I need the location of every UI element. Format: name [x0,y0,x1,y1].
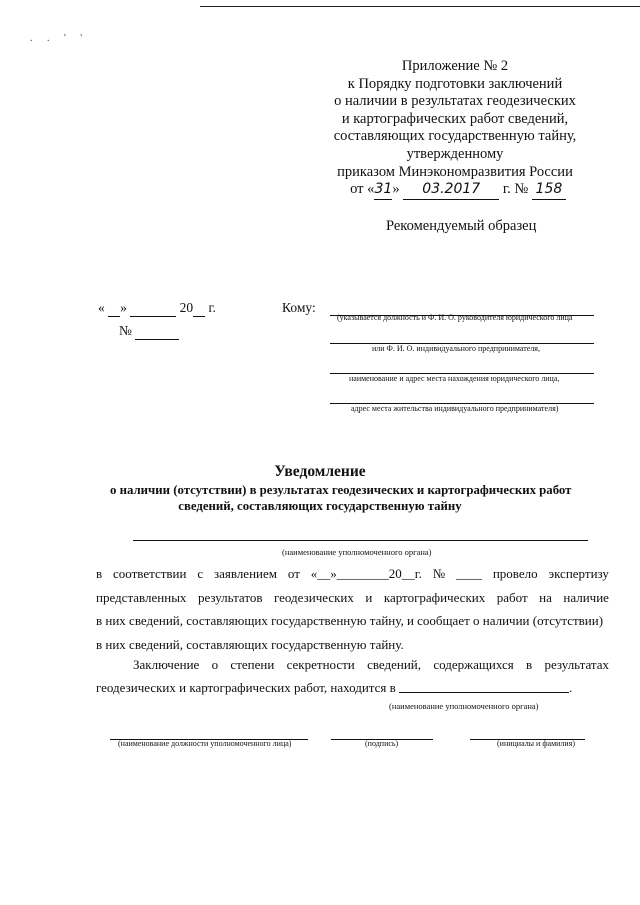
form-number [119,323,179,340]
word: степени [230,657,275,672]
word: экспертизу [548,566,609,581]
form-date [98,300,216,317]
word: провело [492,566,538,581]
quote-close: » [120,300,127,315]
subtitle-line: о наличии (отсутствии) в результатах геодезических и картографических работ [110,483,572,497]
appendix-date-line [331,181,585,200]
location-blank [399,676,569,693]
paragraph-row [96,676,609,700]
notice-subtitle [110,482,572,514]
organ-line [133,540,588,541]
recipient-caption: адрес места жительства индивидуального предпринимателя) [351,404,559,413]
quote-open: « [98,300,105,315]
text: геодезических и картографических работ, находится в [96,680,396,695]
year-suffix: г. [208,300,216,315]
paragraph-row [96,586,609,610]
scan-specks: . . ' ' [30,33,89,44]
organ-caption: (наименование уполномоченного органа) [282,547,432,557]
paragraph-2-cont [96,676,609,700]
word: Заключение [133,657,200,672]
word: от [287,566,300,581]
word: в [96,566,103,581]
year-prefix: 20 [179,300,194,315]
word: сведений, [367,657,422,672]
paragraph-row [96,562,609,586]
number-blank [135,323,179,340]
day-blank [108,300,120,317]
recipient-label: Кому: [282,300,316,315]
word: секретности [286,657,355,672]
paragraph-2 [133,653,609,677]
word: в [526,657,533,672]
notice-title: Уведомление [274,463,366,480]
period: . [569,680,573,695]
appendix-line: о наличии в результатах геодезических [334,93,576,110]
date-mid: » [392,181,400,198]
date-prefix: от « [350,181,375,198]
paragraph-row: в них сведений, составляющих государственную тайну. [96,636,404,652]
month-blank [130,300,176,317]
paragraph-1 [96,562,609,656]
appendix-line: утвержденному [406,145,504,162]
recipient-caption: (указывается должность и Ф. И. О. руководителя юридического лица [337,313,573,322]
recipient-caption: или Ф. И. О. индивидуального предпринимателя, [372,344,540,353]
word: ____ [455,566,482,581]
word: о [211,657,219,672]
word: и [365,589,373,605]
number-label: № [119,323,132,338]
appendix-line: и картографических работ сведений, [341,110,569,127]
word: заявлением [213,566,277,581]
word: содержащихся [433,657,514,672]
organ-caption-2: (наименование уполномоченного органа) [389,701,539,711]
recommended-sample: Рекомендуемый образец [386,218,537,234]
appendix-line: к Порядку подготовки заключений [347,75,563,92]
signature-caption: (подпись) [365,739,399,748]
subtitle-line: сведений, составляющих государственную тайну [178,499,462,513]
word: представленных [96,589,187,605]
word: картографических [383,589,486,605]
word: работ [496,589,528,605]
date-suffix: г. № [502,181,529,198]
word: соответствии [113,566,187,581]
top-rule [200,6,640,7]
word: наличие [563,589,609,605]
appendix-line: Приложение № 2 [401,58,509,74]
word: на [539,589,552,605]
word: с [197,566,204,581]
date-day: 31 [374,181,392,200]
position-caption: (наименование должности уполномоченного лица) [118,739,292,748]
appendix-line: составляющих государственную тайну, [333,128,577,145]
appendix-block [325,58,585,200]
word: результатов [197,589,263,605]
word: «__»________20__г. [310,566,422,581]
word: результатах [544,657,609,672]
year-blank [193,300,205,317]
recipient-caption: наименование и адрес места нахождения юридического лица, [349,374,560,383]
word: геодезических [274,589,354,605]
name-caption: (инициалы и фамилия) [497,739,576,748]
date-number: 158 [532,181,566,200]
date-month-year: 03.2017 [403,181,499,200]
paragraph-row [133,653,609,677]
paragraph-row: в них сведений, составляющих государственную тайну, и сообщает о наличии (отсутствии) [96,613,604,628]
word: № [432,566,446,581]
appendix-line: приказом Минэкономразвития России [337,163,573,180]
